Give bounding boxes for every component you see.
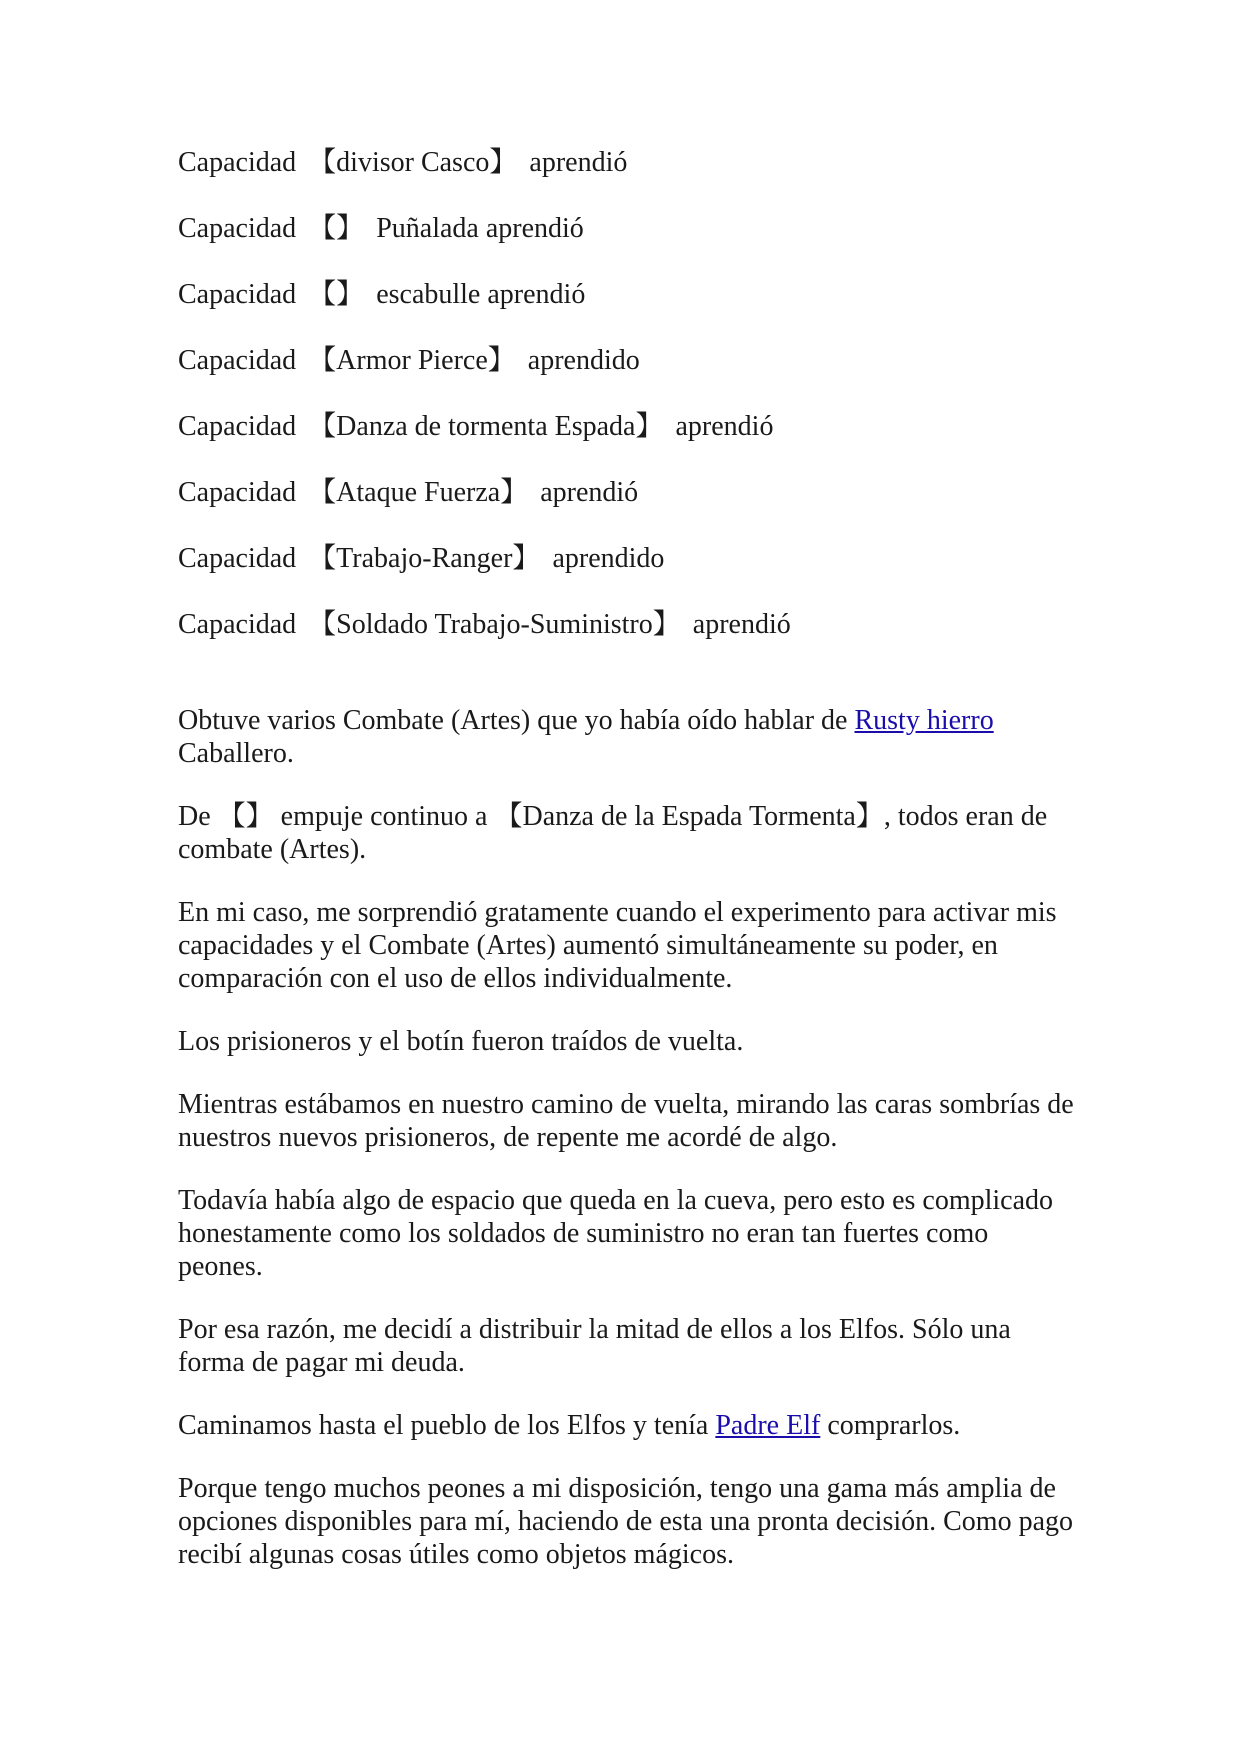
capability-line (178, 146, 1078, 179)
capability-skill: 【Danza de tormenta Espada】 (308, 411, 664, 442)
capability-verb: aprendido (527, 345, 640, 376)
capability-list (178, 146, 1078, 641)
capability-label: Capacidad (178, 477, 297, 508)
capability-verb: aprendió (540, 477, 639, 508)
rusty-iron-knight-link[interactable]: Rusty hierro (854, 705, 994, 736)
paragraph-way-back: Mientras estábamos en nuestro camino de vuelta, mirando las caras sombrías de nuestros nuevos prisioneros, de repente me acordé de algo. (178, 1089, 1074, 1153)
capability-verb: aprendió (675, 411, 774, 442)
capability-line (178, 212, 1078, 245)
capability-skill: 【】 (308, 279, 365, 310)
capability-line (178, 410, 1078, 443)
capability-skill: 【Trabajo-Ranger】 (308, 543, 541, 574)
paragraph-payment: Porque tengo muchos peones a mi disposición, tengo una gama más amplia de opciones disponibles para mí, haciendo de esta una pronta decisión. Como pago recibí algunas cosas útiles como objetos mágicos. (178, 1473, 1074, 1570)
capability-line (178, 278, 1078, 311)
capability-skill: 【divisor Casco】 (308, 147, 518, 178)
paragraph-experiment: En mi caso, me sorprendió gratamente cuando el experimento para activar mis capacidades y el Combate (Artes) aumentó simultáneamente su poder, en comparación con el uso de ellos individualmente. (178, 897, 1057, 994)
capability-label: Capacidad (178, 279, 297, 310)
capability-line (178, 608, 1078, 641)
paragraph-text: comprarlos. (820, 1410, 961, 1441)
paragraph-elf-village (178, 1409, 1078, 1442)
capability-verb: Puñalada aprendió (376, 213, 584, 244)
paragraph-text: Obtuve varios Combate (Artes) que yo había oído hablar de (178, 705, 855, 736)
paragraph-text: Caballero. (178, 738, 294, 769)
paragraph-elves-distribution: Por esa razón, me decidí a distribuir la mitad de ellos a los Elfos. Sólo una forma de pagar mi deuda. (178, 1314, 1011, 1378)
capability-verb: aprendió (692, 609, 791, 640)
capability-line (178, 476, 1078, 509)
capability-line (178, 542, 1078, 575)
capability-label: Capacidad (178, 147, 297, 178)
capability-verb: escabulle aprendió (376, 279, 586, 310)
capability-label: Capacidad (178, 213, 297, 244)
capability-skill: 【Soldado Trabajo-Suministro】 (308, 609, 681, 640)
capability-label: Capacidad (178, 345, 297, 376)
paragraph-text: Caminamos hasta el pueblo de los Elfos y tenía (178, 1410, 716, 1441)
capability-label: Capacidad (178, 411, 297, 442)
paragraph-combat-arts (178, 704, 1078, 770)
capability-skill: 【Armor Pierce】 (308, 345, 516, 376)
padre-elf-link[interactable]: Padre Elf (715, 1410, 821, 1441)
document-body (178, 146, 1078, 1601)
capability-skill: 【】 (308, 213, 365, 244)
paragraph-continuous-thrust: De 【】 empuje continuo a 【Danza de la Espada Tormenta】, todos eran de combate (Artes). (178, 801, 1048, 865)
capability-verb: aprendido (552, 543, 665, 574)
capability-skill: 【Ataque Fuerza】 (308, 477, 529, 508)
capability-line (178, 344, 1078, 377)
capability-label: Capacidad (178, 609, 297, 640)
paragraph-cave-space: Todavía había algo de espacio que queda en la cueva, pero esto es complicado honestamente como los soldados de suministro no eran tan fuertes como peones. (178, 1185, 1054, 1282)
capability-label: Capacidad (178, 543, 297, 574)
capability-verb: aprendió (529, 147, 628, 178)
paragraph-prisoners: Los prisioneros y el botín fueron traídos de vuelta. (178, 1026, 744, 1057)
